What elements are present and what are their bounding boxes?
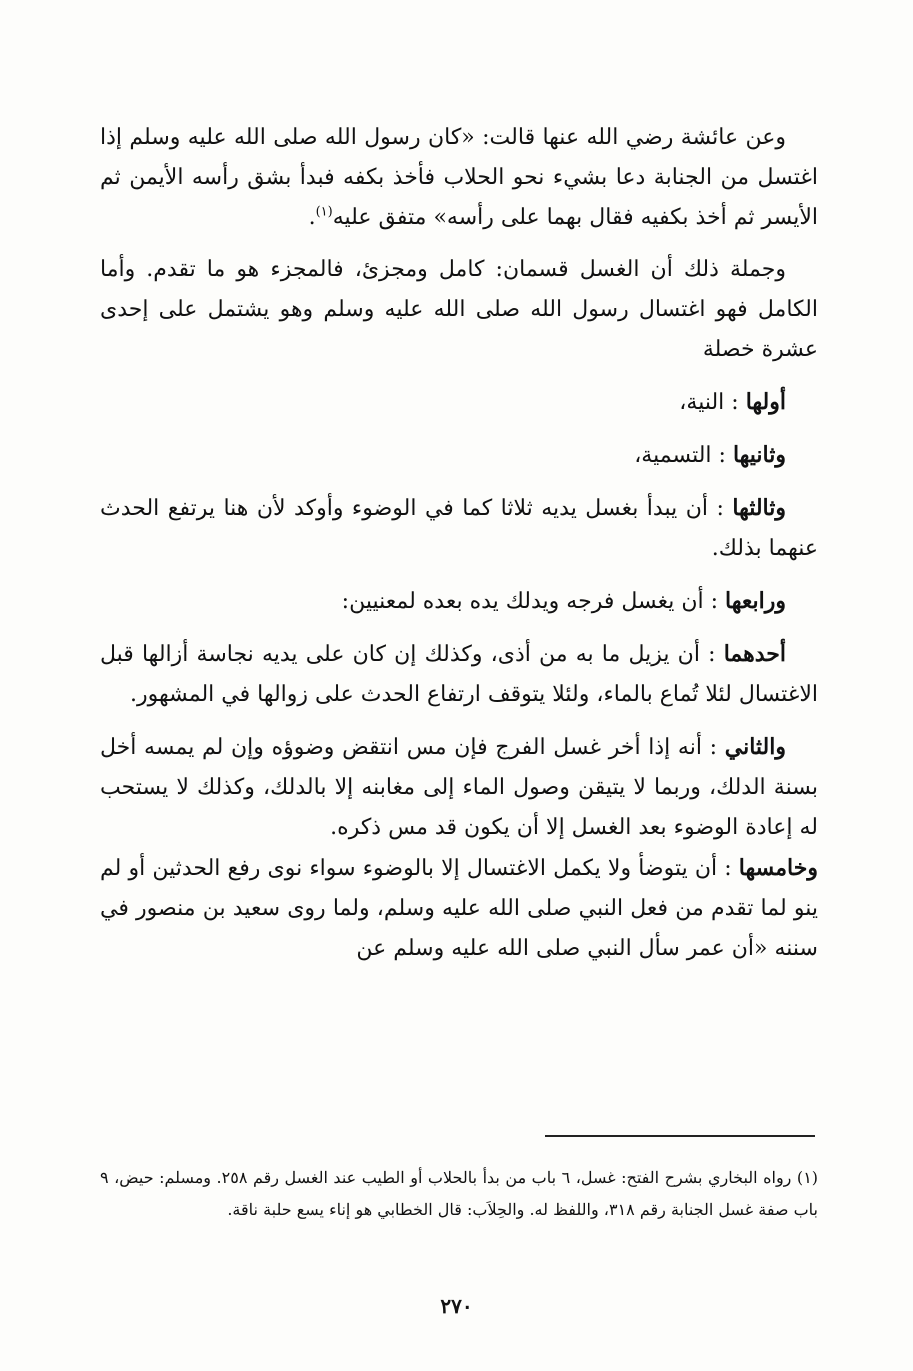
paragraph-text: : النية، bbox=[679, 390, 739, 415]
paragraph-text: : أن يغسل فرجه ويدلك يده بعده لمعنيين: bbox=[341, 589, 719, 614]
paragraph-aisha-hadith bbox=[100, 118, 818, 238]
page-number: ٢٧٠ bbox=[440, 1294, 473, 1318]
paragraph-heading: وثالثها bbox=[732, 495, 786, 521]
paragraph-heading: وثانيها bbox=[732, 442, 786, 468]
paragraph-fourth bbox=[100, 581, 818, 622]
paragraph-heading: ورابعها bbox=[725, 588, 786, 614]
paragraph-text: : أن يتوضأ ولا يكمل الاغتسال إلا بالوضوء سواء نوى رفع الحدثين أو لم ينو لما تقدم من فعل النبي صلى الله عليه وسلم، ولما روى سعيد بن منصور في سننه «أن عمر سأل النبي صلى الله عليه وسلم عن bbox=[100, 856, 818, 961]
main-text bbox=[100, 118, 818, 981]
paragraph-text: وعن عائشة رضي الله عنها قالت: «كان رسول الله صلى الله عليه وسلم إذا اغتسل من الجنابة دعا بشيء نحو الحلاب فأخذ بكفه فبدأ بشق رأسه الأيمن ثم الأيسر ثم أخذ بكفيه فقال بهما على رأسه» متفق عليه bbox=[100, 125, 818, 230]
footnote: (١) رواه البخاري بشرح الفتح: غسل، ٦ باب من بدأ بالحلاب أو الطيب عند الغسل رقم ٢٥٨. ومسلم: حيض، ٩ باب صفة غسل الجنابة رقم ٣١٨، واللفظ له. والحِلاَب: قال الخطابي هو إناء يسع حلبة ناقة. bbox=[100, 1168, 819, 1219]
paragraph-first bbox=[100, 382, 818, 423]
paragraph-heading: والثاني bbox=[724, 734, 786, 760]
paragraph-text: : أن يزيل ما به من أذى، وكذلك إن كان على يديه نجاسة أزالها قبل الاغتسال لئلا تُماع بالماء، ولئلا يتوقف ارتفاع الحدث على زوالها في المشهور. bbox=[100, 642, 818, 707]
paragraph-reason-two bbox=[100, 727, 818, 848]
paragraph-fifth bbox=[100, 848, 818, 969]
paragraph-text: : أن يبدأ بغسل يديه ثلاثا كما في الوضوء وأوكد لأن هنا يرتفع الحدث عنهما بذلك. bbox=[100, 496, 818, 561]
paragraph-second bbox=[100, 435, 818, 476]
paragraph-tail: . bbox=[308, 205, 316, 230]
paragraph-text: وجملة ذلك أن الغسل قسمان: كامل ومجزئ، فالمجزء هو ما تقدم. وأما الكامل فهو اغتسال رسول الله صلى الله عليه وسلم وهو يشتمل على إحدى عشرة خصلة bbox=[100, 257, 818, 362]
paragraph-heading: أولها bbox=[745, 389, 786, 415]
paragraph-text: : التسمية، bbox=[634, 443, 726, 468]
paragraph-reason-one bbox=[100, 634, 818, 715]
footnote-divider bbox=[545, 1135, 815, 1137]
paragraph-heading: أحدهما bbox=[723, 641, 786, 667]
paragraph-heading: وخامسها bbox=[738, 855, 818, 881]
paragraph-text: : أنه إذا أخر غسل الفرج فإن مس انتقض وضوؤه وإن لم يمسه أخل بسنة الدلك، وربما لا يتيقن وصول الماء إلى مغابنه إلا بالدلك، وكذلك لا يستحب له إعادة الوضوء بعد الغسل إلا أن يكون قد مس ذكره. bbox=[100, 735, 818, 840]
footnote-reference: (١) bbox=[315, 204, 333, 220]
paragraph-third bbox=[100, 488, 818, 569]
paragraph-ghusl-types bbox=[100, 250, 818, 370]
